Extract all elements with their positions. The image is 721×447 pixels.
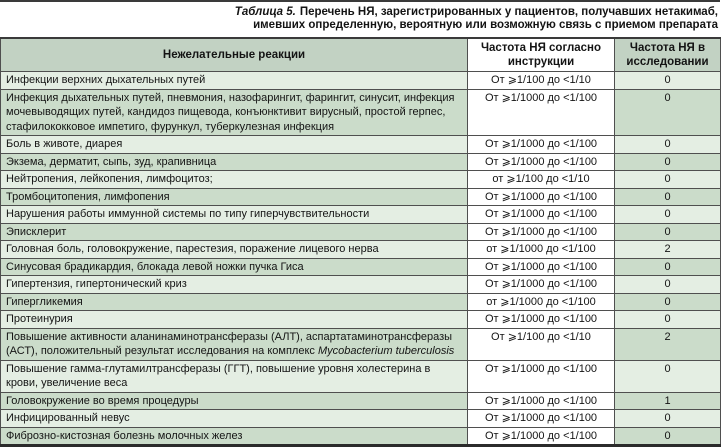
- frequency-instruction-cell: От ⩾1/1000 до <1/100: [468, 153, 615, 171]
- frequency-study-cell: 0: [615, 276, 721, 294]
- adverse-events-table: [0, 37, 721, 447]
- frequency-instruction-cell: От ⩾1/1000 до <1/100: [468, 427, 615, 446]
- col-header-reactions: Нежелательные реакции: [1, 38, 468, 72]
- reaction-text: Боль в животе, диарея: [6, 138, 123, 150]
- table-title-line1: [2, 6, 718, 19]
- reaction-text: Головная боль, головокружение, парестезия, поражение лицевого нерва: [6, 243, 379, 255]
- reaction-cell: [1, 89, 468, 136]
- table-row: [1, 392, 721, 410]
- table-row: [1, 360, 721, 392]
- reaction-cell: [1, 328, 468, 360]
- frequency-instruction-cell: От ⩾1/100 до <1/10: [468, 72, 615, 90]
- reaction-cell: [1, 241, 468, 259]
- table-row: [1, 188, 721, 206]
- frequency-instruction-cell: От ⩾1/1000 до <1/100: [468, 188, 615, 206]
- reaction-cell: [1, 293, 468, 311]
- reaction-text: Нарушения работы иммунной системы по типу гиперчувствительности: [6, 208, 370, 220]
- reaction-cell: [1, 258, 468, 276]
- reaction-text: Инфицированный невус: [6, 412, 130, 424]
- frequency-study-cell: 2: [615, 241, 721, 259]
- frequency-instruction-cell: От ⩾1/1000 до <1/100: [468, 276, 615, 294]
- reaction-text: Повышение гамма-глутамилтрансферазы (ГГТ), повышение уровня холестерина в крови, увеличение веса: [6, 362, 431, 389]
- reaction-text: Эписклерит: [6, 225, 67, 238]
- frequency-instruction-cell: от ⩾1/1000 до <1/100: [468, 293, 615, 311]
- table-row: [1, 276, 721, 294]
- frequency-study-cell: 0: [615, 153, 721, 171]
- reaction-cell: [1, 360, 468, 392]
- frequency-study-cell: 0: [615, 136, 721, 154]
- frequency-study-cell: 0: [615, 427, 721, 446]
- reaction-text: Экзема, дерматит, сыпь, зуд, крапивница: [6, 155, 217, 168]
- frequency-study-cell: 2: [615, 328, 721, 360]
- frequency-study-cell: 0: [615, 410, 721, 428]
- table-row: [1, 171, 721, 189]
- frequency-study-cell: 0: [615, 223, 721, 241]
- frequency-instruction-cell: от ⩾1/100 до <1/10: [468, 171, 615, 189]
- reaction-cell: [1, 311, 468, 329]
- reaction-text: Инфекция дыхательных путей, пневмония, назофарингит, фарингит, синусит, инфекция мочевыводящих путей, кандидоз пищевода, конъюнктивит вирусный, простой герпес, стафилококковое импетиго, фурункул, туберкулезная инфекция: [6, 91, 455, 133]
- table-row: [1, 206, 721, 224]
- frequency-instruction-cell: От ⩾1/1000 до <1/100: [468, 223, 615, 241]
- reaction-cell: [1, 188, 468, 206]
- reaction-text: Тромбоцитопения, лимфопения: [6, 190, 170, 203]
- reaction-cell: [1, 410, 468, 428]
- reaction-cell: [1, 171, 468, 189]
- reaction-cell: [1, 392, 468, 410]
- frequency-instruction-cell: От ⩾1/1000 до <1/100: [468, 392, 615, 410]
- table-row: [1, 136, 721, 154]
- frequency-study-cell: 0: [615, 293, 721, 311]
- table-row: [1, 241, 721, 259]
- frequency-instruction-cell: От ⩾1/1000 до <1/100: [468, 311, 615, 329]
- reaction-text: Гипертензия, гипертонический криз: [6, 278, 187, 290]
- frequency-study-cell: 0: [615, 206, 721, 224]
- table-title-text1: Перечень НЯ, зарегистрированных у пациентов, получавших нетакимаб,: [299, 6, 718, 18]
- table-row: [1, 153, 721, 171]
- frequency-instruction-cell: от ⩾1/1000 до <1/100: [468, 241, 615, 259]
- reaction-cell: [1, 153, 468, 171]
- table-row: [1, 293, 721, 311]
- reaction-text: Протеинурия: [6, 313, 73, 325]
- table-title-line2: имевших определенную, вероятную или возможную связь с приемом препарата: [253, 19, 718, 31]
- reaction-text: Синусовая брадикардия, блокада левой ножки пучка Гиса: [6, 260, 304, 273]
- reaction-latin-italic: Mycobacterium tuberculosis: [317, 345, 455, 357]
- reaction-cell: [1, 72, 468, 90]
- table-row: [1, 311, 721, 329]
- table-row: [1, 410, 721, 428]
- table-number-label: Таблица 5.: [234, 6, 296, 18]
- frequency-instruction-cell: От ⩾1/100 до <1/10: [468, 328, 615, 360]
- frequency-instruction-cell: От ⩾1/1000 до <1/100: [468, 410, 615, 428]
- reaction-text: Инфекции верхних дыхательных путей: [6, 74, 206, 86]
- reaction-cell: [1, 223, 468, 241]
- reaction-cell: [1, 427, 468, 446]
- frequency-instruction-cell: От ⩾1/1000 до <1/100: [468, 206, 615, 224]
- reaction-text: Гипергликемия: [6, 295, 83, 308]
- frequency-instruction-cell: От ⩾1/1000 до <1/100: [468, 258, 615, 276]
- frequency-instruction-cell: От ⩾1/1000 до <1/100: [468, 136, 615, 154]
- reaction-text: Фиброзно-кистозная болезнь молочных желез: [6, 429, 243, 442]
- header-row: [1, 38, 721, 72]
- table-row: [1, 427, 721, 446]
- table-row: [1, 72, 721, 90]
- col-header-frequency-instruction: Частота НЯ согласно инструкции: [468, 38, 615, 72]
- reaction-cell: [1, 136, 468, 154]
- table-header: [1, 38, 721, 72]
- table-title: [0, 2, 720, 37]
- frequency-instruction-cell: От ⩾1/1000 до <1/100: [468, 360, 615, 392]
- frequency-study-cell: 0: [615, 89, 721, 136]
- reaction-cell: [1, 206, 468, 224]
- frequency-study-cell: 0: [615, 171, 721, 189]
- frequency-study-cell: 0: [615, 360, 721, 392]
- frequency-study-cell: 0: [615, 311, 721, 329]
- table-row: [1, 258, 721, 276]
- col-header-frequency-study: Частота НЯ в исследовании: [615, 38, 721, 72]
- frequency-study-cell: 0: [615, 72, 721, 90]
- frequency-study-cell: 0: [615, 188, 721, 206]
- table-row: [1, 89, 721, 136]
- reaction-text: Повышение активности аланинаминотрансферазы (АЛТ), аспартатаминотрансферазы (АСТ), положительный результат исследования на комплекс: [6, 330, 453, 357]
- reaction-text: Нейтропения, лейкопения, лимфоцитоз;: [6, 173, 213, 185]
- reaction-text: Головокружение во время процедуры: [6, 394, 199, 407]
- frequency-study-cell: 0: [615, 258, 721, 276]
- frequency-study-cell: 1: [615, 392, 721, 410]
- table-row: [1, 328, 721, 360]
- table-body: [1, 72, 721, 446]
- table-row: [1, 223, 721, 241]
- reaction-cell: [1, 276, 468, 294]
- frequency-instruction-cell: От ⩾1/1000 до <1/100: [468, 89, 615, 136]
